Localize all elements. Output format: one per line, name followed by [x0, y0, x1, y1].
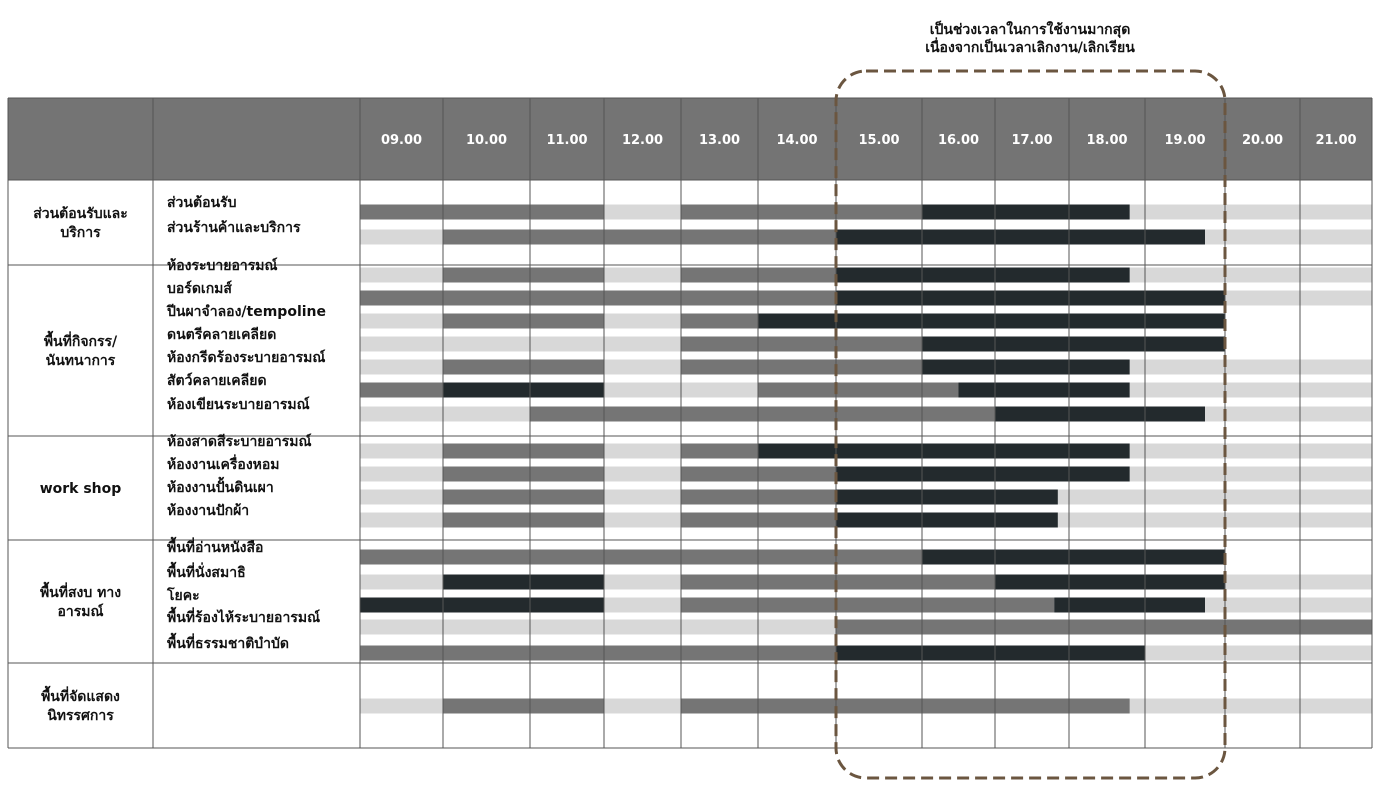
bar-segment: [443, 444, 604, 459]
bar-segment: [1225, 291, 1372, 306]
group-label: นันทนาการ: [45, 353, 116, 369]
bar-segment: [681, 205, 922, 220]
row-label: ห้องกรีดร้องระบายอารมณ์: [167, 350, 326, 366]
hour-label: 16.00: [937, 133, 980, 148]
bar-segment: [1058, 513, 1372, 528]
bar-segment: [443, 360, 604, 375]
bar-segment: [360, 620, 836, 635]
bar-segment: [360, 407, 530, 422]
bar-segment: [360, 598, 604, 613]
bar-segment: [443, 383, 604, 398]
bar-segment: [922, 205, 1130, 220]
row-label: ดนตรีคลายเคลียด: [167, 327, 277, 343]
bar-segment: [681, 444, 758, 459]
bar-segment: [360, 337, 681, 352]
bar-segment: [995, 575, 1225, 590]
bar-segment: [758, 383, 959, 398]
bar-segment: [443, 230, 836, 245]
bar-segment: [681, 314, 758, 329]
bar-segment: [995, 407, 1205, 422]
bar-segment: [681, 337, 922, 352]
bar-segment: [360, 444, 443, 459]
hour-label: 09.00: [380, 133, 423, 148]
bar-segment: [1130, 383, 1372, 398]
bar-segment: [1130, 699, 1372, 714]
row-label: บอร์ดเกมส์: [167, 281, 232, 297]
bar-segment: [443, 513, 604, 528]
bar-segment: [1205, 407, 1372, 422]
bar-segment: [604, 490, 681, 505]
bar-segment: [1130, 360, 1372, 375]
bar-segment: [443, 467, 604, 482]
group-label: อารมณ์: [57, 604, 104, 620]
row-label: ปีนผาจำลอง/tempoline: [167, 304, 326, 320]
bar-segment: [1145, 646, 1372, 661]
row-label: ห้องงานปักผ้า: [167, 503, 250, 519]
row-label: ห้องงานปั้นดินเผา: [167, 480, 274, 496]
bar-segment: [1130, 444, 1372, 459]
bar-segment: [922, 337, 1225, 352]
bar-segment: [360, 314, 443, 329]
bar-segment: [604, 268, 681, 283]
hour-label: 15.00: [858, 133, 900, 148]
bar-segment: [604, 467, 681, 482]
row-label: พื้นที่นั่งสมาธิ: [167, 565, 246, 581]
bar-segment: [681, 598, 1054, 613]
bar-segment: [836, 291, 1225, 306]
bar-segment: [836, 490, 1058, 505]
bar-segment: [360, 550, 922, 565]
bar-segment: [360, 230, 443, 245]
bar-segment: [604, 205, 681, 220]
bar-segment: [360, 575, 443, 590]
hour-label: 11.00: [546, 133, 588, 148]
row-label: โยคะ: [167, 588, 200, 604]
bar-segment: [836, 268, 1130, 283]
bar-segment: [836, 467, 1130, 482]
bar-segment: [360, 360, 443, 375]
bar-segment: [681, 575, 995, 590]
bar-segment: [922, 360, 1130, 375]
bar-segment: [604, 575, 681, 590]
hour-label: 17.00: [1011, 133, 1053, 148]
group-label: พื้นที่จัดแสดง: [41, 689, 120, 705]
group-label: นิทรรศการ: [47, 708, 114, 724]
hour-label: 18.00: [1086, 133, 1128, 148]
bar-segment: [443, 699, 604, 714]
bar-segment: [360, 268, 443, 283]
bar-segment: [604, 699, 681, 714]
bar-segment: [443, 575, 604, 590]
bar-segment: [604, 598, 681, 613]
group-label: พื้นที่สงบ ทาง: [39, 585, 122, 601]
group-label: พื้นที่กิจกรร/: [43, 334, 118, 350]
bar-segment: [360, 513, 443, 528]
bar-segment: [1058, 490, 1372, 505]
bar-segment: [681, 360, 922, 375]
bar-segment: [360, 467, 443, 482]
bar-segment: [443, 268, 604, 283]
hour-label: 13.00: [698, 133, 741, 148]
bar-segment: [836, 230, 1205, 245]
bar-segment: [1130, 205, 1372, 220]
hour-label: 19.00: [1164, 133, 1206, 148]
bar-segment: [836, 646, 1145, 661]
bar-segment: [604, 444, 681, 459]
bar-segment: [836, 620, 1372, 635]
hour-label: 21.00: [1315, 133, 1357, 148]
bar-segment: [959, 383, 1130, 398]
bar-segment: [360, 490, 443, 505]
annotation-line-2: เนื่องจากเป็นเวลาเลิกงาน/เลิกเรียน: [925, 40, 1135, 56]
bar-segment: [360, 205, 604, 220]
row-label: ห้องระบายอารมณ์: [167, 258, 278, 274]
row-label: ห้องงานเครื่องหอม: [167, 457, 280, 473]
bar-segment: [758, 444, 1130, 459]
bar-segment: [1225, 575, 1372, 590]
group-label: ส่วนต้อนรับและ: [33, 206, 128, 222]
hour-label: 14.00: [776, 133, 818, 148]
bar-segment: [1130, 467, 1372, 482]
bar-segment: [530, 407, 995, 422]
hour-label: 10.00: [465, 133, 508, 148]
bar-segment: [758, 314, 1225, 329]
bar-segment: [604, 360, 681, 375]
row-label: ส่วนร้านค้าและบริการ: [167, 220, 301, 236]
row-label: ส่วนต้อนรับ: [167, 195, 237, 211]
bar-segment: [1205, 598, 1372, 613]
bar-segment: [922, 550, 1225, 565]
bar-segment: [360, 383, 443, 398]
bar-segment: [360, 646, 836, 661]
bar-segment: [1054, 598, 1205, 613]
bar-segment: [836, 513, 1058, 528]
row-label: พื้นที่ร้องไห้ระบายอารมณ์: [167, 610, 321, 626]
bar-segment: [443, 490, 604, 505]
row-label: ห้องสาดสีระบายอารมณ์: [167, 434, 312, 450]
hour-label: 20.00: [1241, 133, 1284, 148]
bar-segment: [1205, 230, 1372, 245]
row-label: สัตว์คลายเคลียด: [167, 373, 267, 389]
bar-segment: [360, 699, 443, 714]
row-label: พื้นที่ธรรมชาติบำบัด: [167, 636, 290, 652]
bar-segment: [443, 314, 604, 329]
bar-segment: [1130, 268, 1372, 283]
bar-segment: [604, 314, 681, 329]
bar-segment: [681, 699, 1130, 714]
bar-segment: [360, 291, 836, 306]
bar-segment: [604, 513, 681, 528]
row-label: ห้องเขียนระบายอารมณ์: [167, 397, 310, 413]
hour-label: 12.00: [621, 133, 664, 148]
annotation-line-1: เป็นช่วงเวลาในการใช้งานมากสุด: [929, 22, 1131, 38]
group-label: work shop: [39, 481, 122, 497]
row-label: พื้นที่อ่านหนังสือ: [167, 540, 264, 556]
group-label: บริการ: [60, 225, 101, 241]
